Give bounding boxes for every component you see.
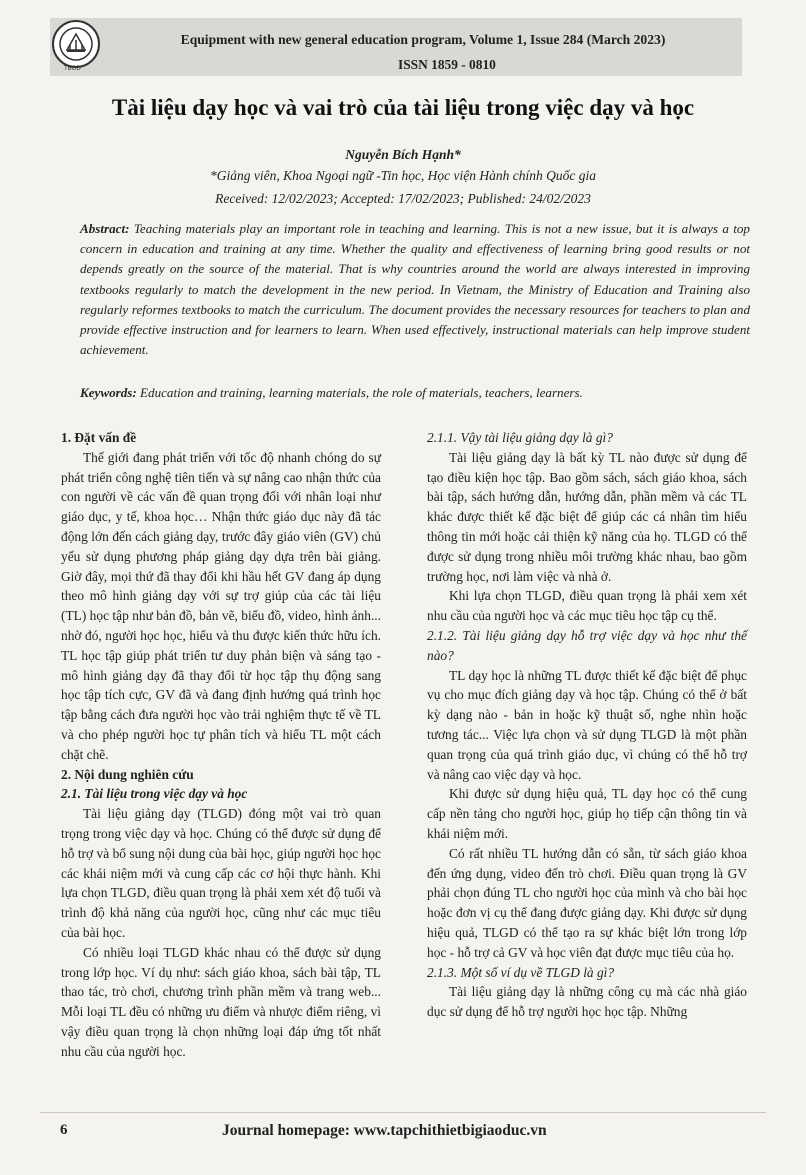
subsubsection-heading: 2.1.2. Tài liệu giảng dạy hỗ trợ việc dạy và học như thế nào? — [427, 627, 747, 663]
paragraph: Có rất nhiều TL hướng dẫn có sẵn, từ sách giáo khoa đến ứng dụng, video đến trò chơi. Điều quan trọng là GV phải chọn đúng TL cho người học của mình và cho bài học hoặc đơn vị cụ thể đang được giảng dạy. Khi được sử dụng hiệu quả, TLGD có thể tạo ra sự khác biệt lớn trong lớp học - hỗ trợ cả GV và học viên đạt được mục tiêu của họ. — [427, 845, 747, 960]
journal-citation-line: Equipment with new general education program, Volume 1, Issue 284 (March 2023) — [180, 32, 666, 47]
article-title: Tài liệu dạy học và vai trò của tài liệu trong việc dạy và học — [111, 95, 695, 120]
section-heading: 2. Nội dung nghiên cứu — [61, 766, 194, 782]
section-heading: 1. Đặt vấn đề — [61, 430, 137, 445]
abstract-text: Teaching materials play an important role in teaching and learning. This is not a new issue, but it is always a top concern in education and training at any time. Whether the quality and effectiveness of learning bring good results or not depends greatly on the source of the material. That is why countries around the world are always interested in improving textbooks regularly to match the development in the new period. In Vietnam, the Ministry of Education and Training also regularly reformes textbooks to match the curriculum. The document provides the necessary resources for teachers to plan and provide effective instruction and for learners to learn. When used effectively, instructional materials can help improve student achievement. — [80, 221, 750, 358]
logo-caption: TBGD — [64, 66, 81, 72]
author-affiliation: *Giảng viên, Khoa Ngoại ngữ -Tin học, Học viện Hành chính Quốc gia — [209, 168, 597, 183]
left-column — [61, 428, 381, 1062]
publication-dates: Received: 12/02/2023; Accepted: 17/02/2023; Published: 24/02/2023 — [215, 191, 591, 206]
page-number: 6 — [60, 1122, 68, 1138]
subsubsection-heading: 2.1.3. Một số ví dụ về TLGD là gì? — [427, 964, 615, 980]
issn: ISSN 1859 - 0810 — [398, 57, 496, 72]
footer-divider — [40, 1112, 766, 1113]
journal-logo — [52, 20, 100, 68]
abstract — [80, 219, 750, 360]
paragraph: Tài liệu giảng dạy là bất kỳ TL nào được sử dụng để tạo điều kiện học tập. Bao gồm sách, sách giáo khoa, sách bài tập, sách hướng dẫn, hướng dẫn, phần mềm và các TL khác được thiết kế đặc biệt để giúp các cá nhân tìm hiểu thông tin mới hoặc cải thiện kỹ năng của họ. TLGD có thể được sử dụng trong nhiều môi trường khác nhau, bao gồm trường học, nơi làm việc và nhà ở. — [427, 449, 747, 584]
paragraph: Tài liệu giảng dạy (TLGD) đóng một vai trò quan trọng trong việc dạy và học. Chúng có thể được sử dụng để hỗ trợ và bổ sung nội dung của bài học, giúp người học học các khái niệm mới và cung cấp các cơ hội thực hành. Khi lựa chọn TLGD, điều quan trọng là phải xem xét độ tuổi và trình độ khả năng của người học, cũng như các mục tiêu của bài học. — [61, 806, 381, 940]
keywords-label: Keywords: — [80, 385, 137, 400]
abstract-label: Abstract: — [80, 221, 130, 236]
right-column — [427, 428, 747, 1022]
keywords-text: Education and training, learning materials, the role of materials, teachers, learners. — [140, 385, 583, 400]
paragraph: Khi được sử dụng hiệu quả, TL dạy học có thể cung cấp nền tảng cho người học, giúp họ tiếp cận thông tin và khái niệm mới. — [427, 786, 747, 841]
subsection-heading: 2.1. Tài liệu trong việc dạy và học — [61, 786, 248, 802]
journal-homepage: Journal homepage: www.tapchithietbigiaoduc.vn — [222, 1122, 547, 1139]
paragraph: Khi lựa chọn TLGD, điều quan trọng là phải xem xét nhu cầu của người học và các mục tiêu học tập cụ thể. — [427, 588, 747, 624]
journal-logo-icon — [58, 26, 94, 62]
paragraph: Thế giới đang phát triển với tốc độ nhanh chóng do sự phát triển công nghệ tiên tiến và sự nâng cao nhận thức của con người về các vấn đề quan trọng đối với nhân loại như giáo dục, y tế, khoa học… Nhận thức giáo dục này đã tác động lớn đến cách giảng dạy, trước đây giáo viên (GV) chủ yếu sử dụng phương pháp giảng dạy dựa trên bài giảng. Giờ đây, mọi thứ đã thay đổi khi hầu hết GV đang áp dụng theo mô hình giảng dạy với sự trợ giúp của các tài liệu (TL) học tập như bản đồ, bản vẽ, biểu đồ, video, hình ảnh... nhờ đó, người học học, hiểu và thu được kiến thức hữu ích. TL học tập giúp phát triển tư duy phản biện và sáng tạo - mô hình giảng dạy đã thay đổi từ học tập thụ động sang học tập tích cực, GV đã và đang định hướng quá trình học tập bằng cách đưa người học vào trải nghiệm thực tế về TL và cho phép người học tự phân tích và hiểu TL một cách chặt chẽ. — [61, 449, 381, 762]
subsubsection-heading: 2.1.1. Vậy tài liệu giảng dạy là gì? — [427, 430, 613, 445]
author-name: Nguyễn Bích Hạnh* — [345, 147, 461, 162]
paragraph: Có nhiều loại TLGD khác nhau có thể được sử dụng trong lớp học. Ví dụ như: sách giáo khoa, sách bài tập, TL thao tác, trò chơi, chương trình phần mềm và trang web... Mỗi loại TL đều có những ưu điểm và nhược điểm riêng, vì vậy điều quan trọng là chọn những loại đáp ứng tốt nhất nhu cầu của người học. — [61, 944, 381, 1059]
paragraph: TL dạy học là những TL được thiết kế đặc biệt để phục vụ cho mục đích giảng dạy và học tập. Chúng có thể ở bất kỳ dạng nào - bản in hoặc kỹ thuật số, nghe nhìn hoặc tương tác... Việc lựa chọn và sử dụng TLGD là một phần quan trọng của quá trình giáo dục, vì chúng có thể hỗ trợ và nâng cao việc dạy và học. — [427, 667, 747, 782]
keywords — [80, 383, 750, 403]
paragraph: Tài liệu giảng dạy là những công cụ mà các nhà giáo dục sử dụng để hỗ trợ người học học tập. Những — [427, 984, 747, 1020]
